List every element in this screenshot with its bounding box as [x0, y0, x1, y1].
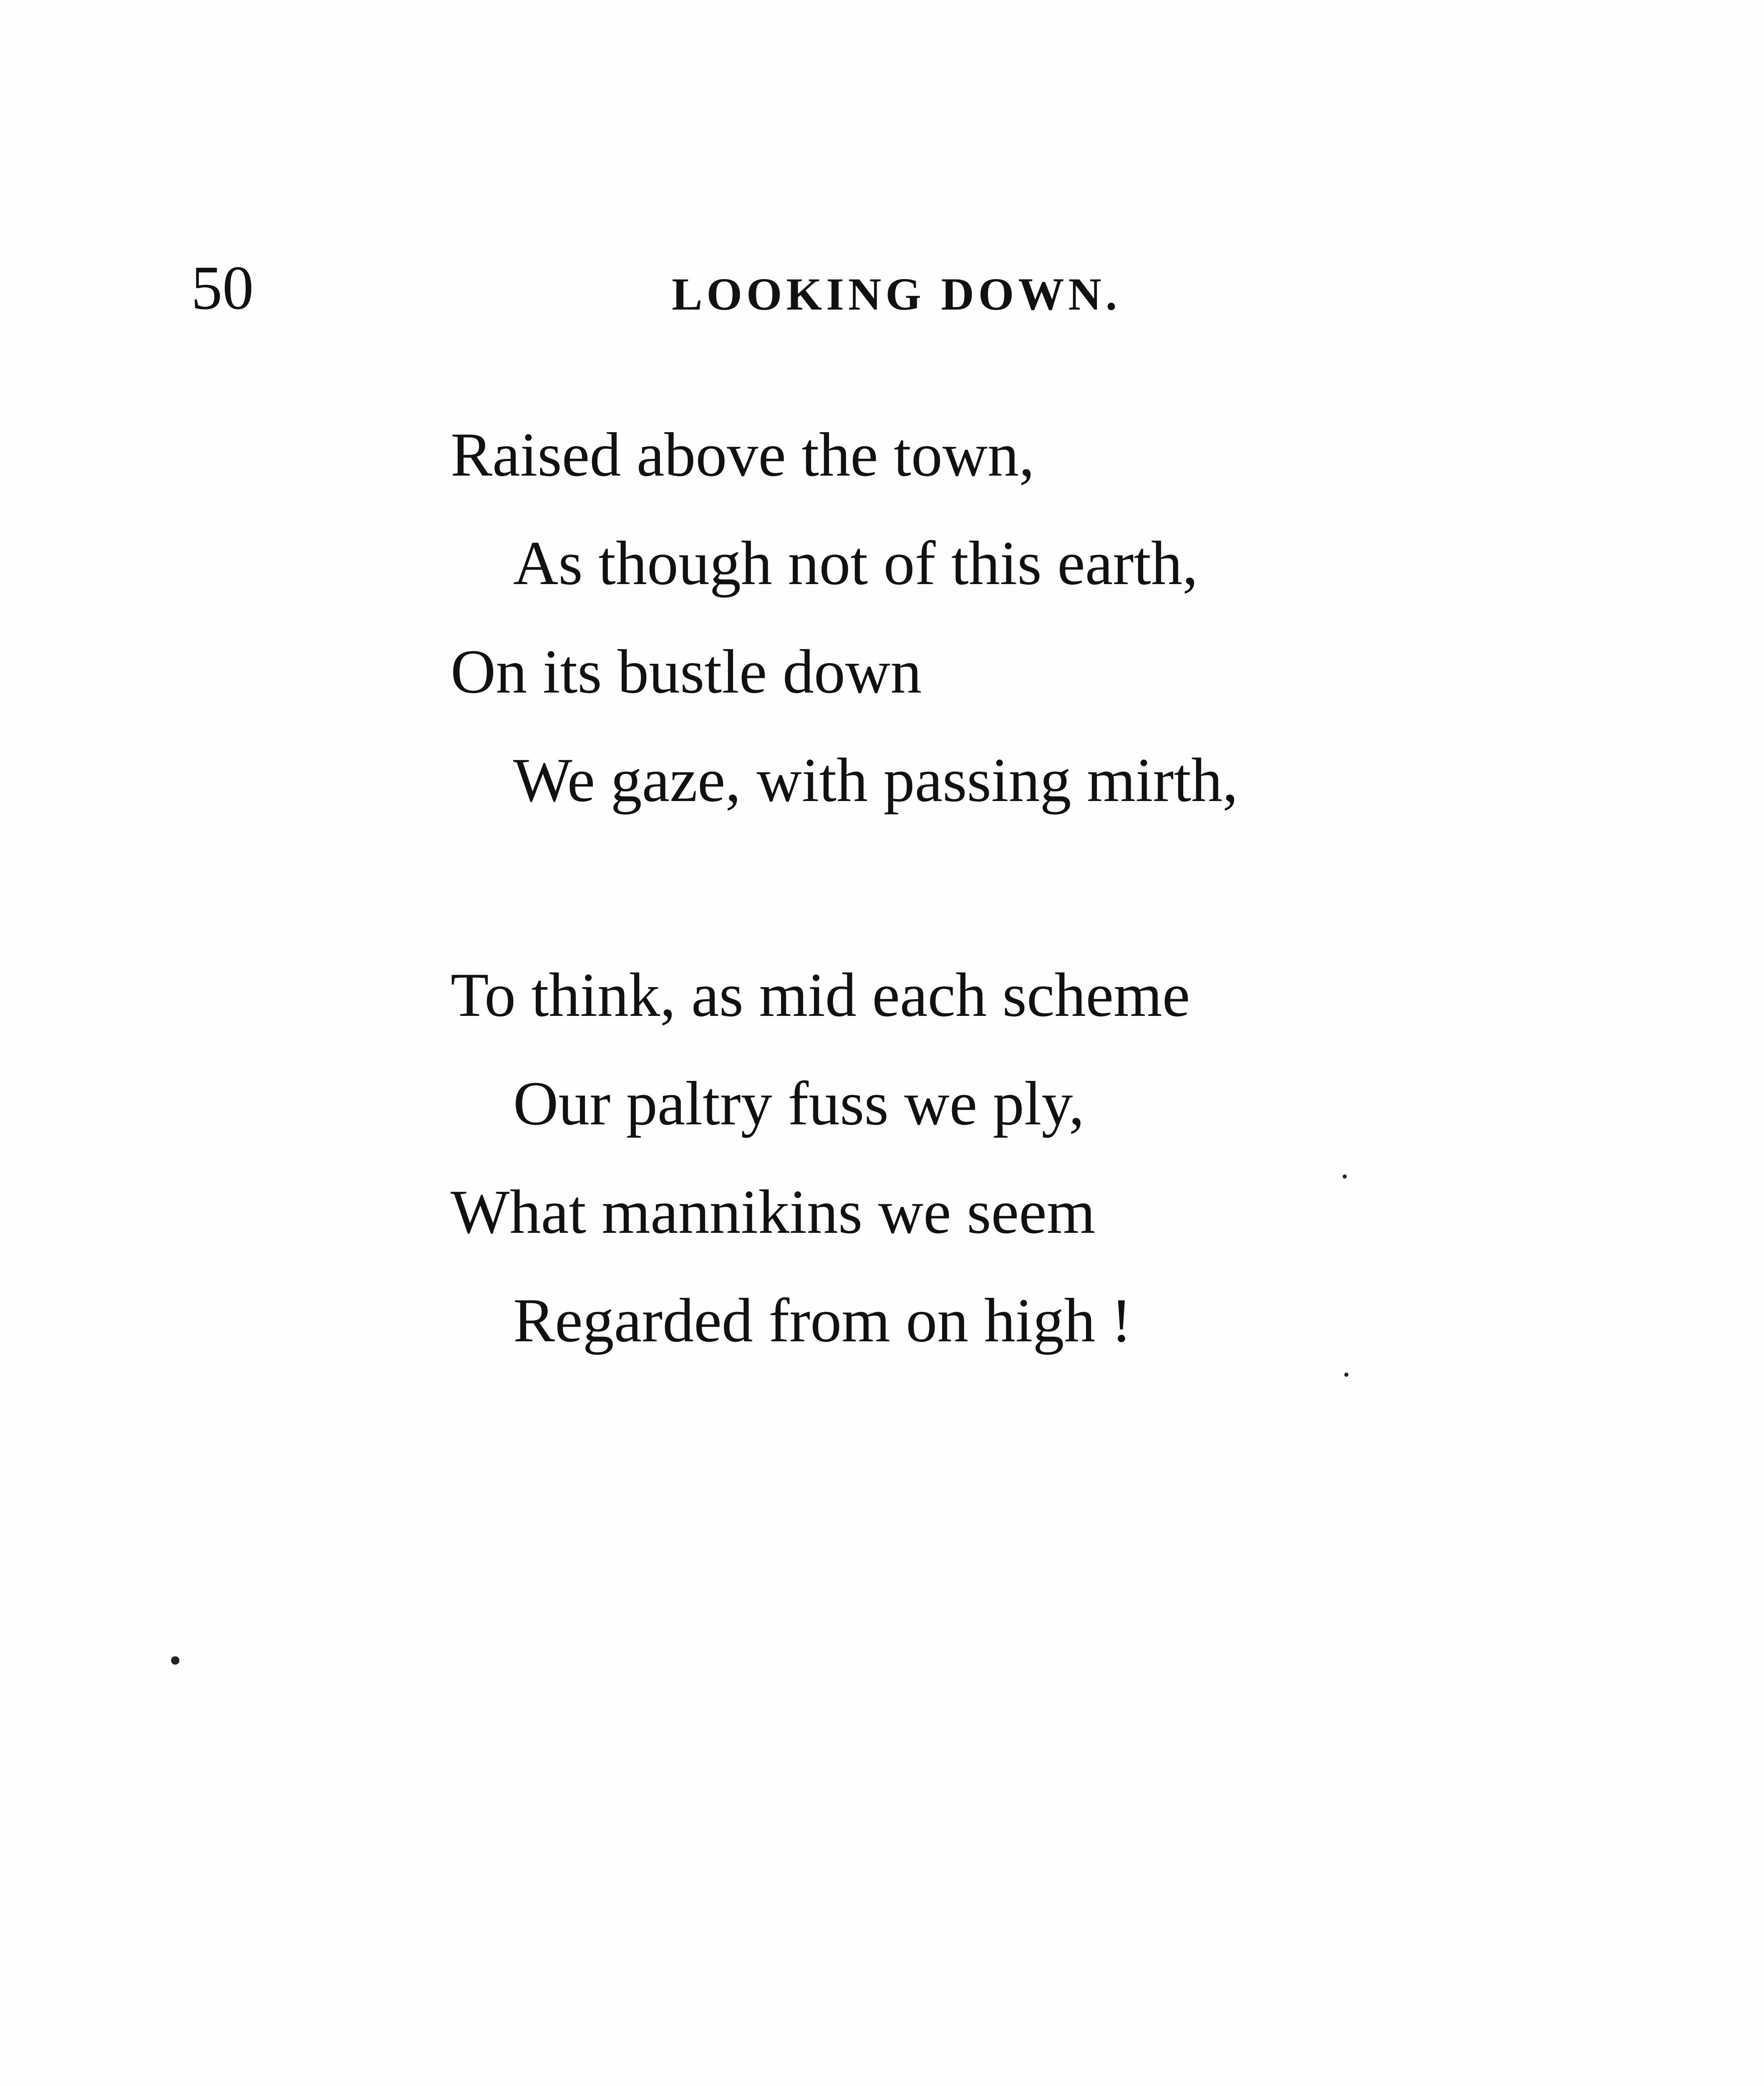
poem-line: On its bustle down — [451, 637, 922, 706]
stanza-2 — [451, 941, 1535, 1375]
poem-line: Raised above the town, — [451, 420, 1035, 489]
running-head: LOOKING DOWN. — [672, 269, 1121, 320]
page-number: 50 — [191, 253, 254, 322]
poem-line: Our paltry fuss we ply, — [513, 1069, 1085, 1138]
scan-speck — [1343, 1174, 1347, 1179]
poem-line: We gaze, with passing mirth, — [513, 746, 1238, 815]
scan-speck — [171, 1656, 179, 1665]
poem-line: As though not of this earth, — [513, 529, 1198, 598]
poem-line: To think, as mid each scheme — [451, 960, 1190, 1030]
poem-line: Regarded from on high ! — [513, 1286, 1132, 1355]
stanza-1 — [451, 401, 1535, 834]
poem — [451, 401, 1535, 1481]
scan-speck — [1344, 1373, 1348, 1377]
poem-line: What mannikins we seem — [451, 1177, 1096, 1247]
